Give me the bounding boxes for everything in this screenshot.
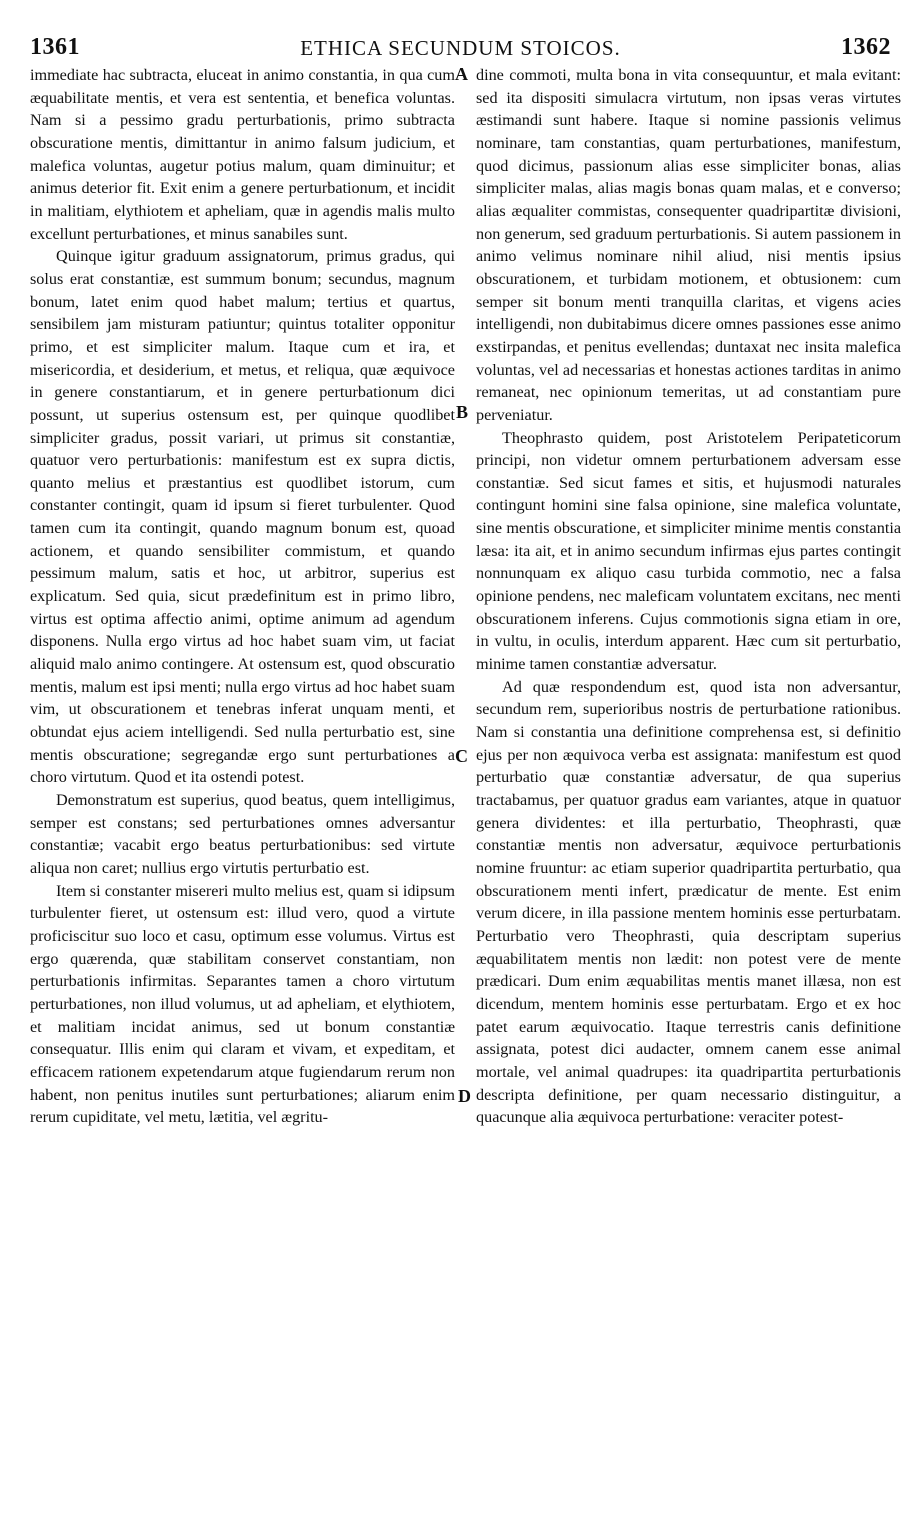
margin-marker-c: C [455, 746, 468, 766]
right-column [476, 64, 901, 1129]
paragraph: Theophrasto quidem, post Aristotelem Peripateticorum principi, non videtur omnem perturbationem adversam esse constantiæ. Sed sicut fames et sitis, et hujusmodi naturales contingunt homini sine falsa opinione, sine malefica voluntate, sine mentis obscuratione, et simpliciter minime mentis constantia læsa: ita ait, et in animo secundum infirmas ejus partes contingit nonnunquam ex aliquo casu turbida commotio, nec a falsa opinione pendens, nec maleficam voluntatem excitans, nec menti obscurationem inferens. Cujus commotionis signa etiam in ore, in vultu, in oculis, interdum apparent. Hæc cum sit perturbatio, minime tamen constantiæ adversatur. [476, 428, 901, 674]
paragraph: Demonstratum est superius, quod beatus, quem intelligimus, semper est constans; sed perturbationes omnes adversantur constantiæ; vacabit ergo beatus perturbationibus: sed virtute aliqua non caret; nullius ergo virtutis perturbatio est. [30, 791, 455, 877]
margin-marker-b: B [456, 402, 469, 422]
paragraph: Ad quæ respondendum est, quod ista non adversantur, secundum rem, superioribus nostris de perturbatione rationibus. Nam si constantia una definitione comprehensa est, si definitio ejus per non æquivoca verba est assignata: manifestum est quod perturbatio quæ constantiæ adversatur, de qua superius tractabamus, per quatuor gradus eam variantes, atque in quatuor genera dividentes: et illa perturbatio, Theophrasti, quæ constantiæ mentis non adversatur, æquivoce perturbationis nomine fruuntur: ac etiam superior quadripartita perturbatio, qua obscurationem menti infert, prædicatur de mente. Est enim verum dicere, in illa passione mentem hominis esse perturbatam. Perturbatio vero Theophrasti, quia descriptam superius æquabilitatem mentis non lædit: non potest vere de mente prædicari. Dum enim æquabilitas mentis manet illæsa, non est dicendum, mentem hominis esse perturbatam. Ergo et ex hoc patet earum æquivocatio. Itaque terrestris canis definitione assignata, potest dici audacter, omnem canem esse animal mortale, vel animal quadrupes: ita quadripartita perturbationis descripta definitione, per quam necessario distinguitur, a quacunque alia æquivoca perturbatione: veraciter potest- [476, 677, 901, 1127]
paragraph: Item si constanter misereri multo melius est, quam si idipsum turbulenter fieret, ut ostensum est: illud vero, quod a virtute proficiscitur suo loco et casu, optimum esse volumus. Virtus est ergo quærenda, quæ stabilitam conservet constantiam, non perturbationis infirmitas. Separantes tamen a choro virtutum perturbationes, non illud volumus, ut ad apheliam, et elythiotem, et malitiam incidat animus, sed ut bonum constantiæ consequatur. Illis enim qui claram et vivam, et expeditam, et efficacem rationem expetendarum atque fugiendarum rerum non habent, non penitus inutiles sunt perturbationes; aliarum enim rerum cupiditate, vel metu, lætitia, vel ægritu- [30, 881, 455, 1127]
running-title: ETHICA SECUNDUM STOICOS. [300, 36, 621, 60]
paragraph: Quinque igitur graduum assignatorum, primus gradus, qui solus erat constantiæ, est summum bonum; secundus, magnum bonum, latet enim quod habet malum; tertius et quartus, sensibilem jam misturam patiuntur; quintus totaliter opponitur primo, et est simpliciter malum. Itaque cum et ira, et misericordia, et desiderium, et metus, et reliqua, quæ æquivoce in genere constantiarum, et in genere perturbationum dici possunt, ut superius ostensum est, per quinque quodlibet simpliciter gradus, possit variari, ut primus sit constantiæ, quatuor vero perturbationis: manifestum est ex supra dictis, quanto melius et præstantius est quodlibet istorum, cum constanter contingit, quam id ipsum si fieret turbulenter. Quod tamen cum ita contingit, quando magnum bonum est, quoad actionem, et quando sensibiliter commistum, et quando pessimum malum, satis et hoc, ut arbitror, superius est explicatum. Sed quia, sicut prædefinitum est in primo libro, virtus est optima affectio animi, optime animum ad agendum disponens. Nulla ergo virtus ad hoc habet suam vim, ut faciat aliquid malo animo contingere. At ostensum est, quod obscuratio mentis, malum est ipsi menti; nulla ergo virtus ad hoc habet suam vim, ut obscurationem et tenebras inferat unquam menti, et obtundat ejus aciem intelligendi. Sed nulla perturbatio est, sine mentis obscuratione; segregandæ ergo sunt perturbationes a choro virtutum. Quod et ita ostendi potest. [30, 247, 456, 787]
paragraph: dine commoti, multa bona in vita consequuntur, et mala evitant: sed ita dispositi simulacra virtutum, non ipsas veras virtutes æstimandi sunt habere. Itaque si nomine passionis velimus nominare, tam constantias, quam perturbationes, manifestum, quod dicimus, passionum alias esse simpliciter bonas, alias simpliciter malas, alias magis bonas quam malas, et e converso; alias æqualiter commistas, consequenter quadripartitæ divisioni, non generum, sed graduum perturbationis. Si autem passionem in animo velimus nominare nihil aliud, nisi mentis ipsius obscurationem, et turbidam motionem, et obtusionem: cum semper sit bonum menti tranquilla claritas, et vigens acies intelligendi, non dubitabimus dicere omnes passiones esse animo exstirpandas, et penitus evellendas; duntaxat nec insita malefica voluntas, vel ad necessarias et honestas actiones tarditas in animo remaneat, nec opinionum temeritas, ut ad constantiam pure perveniatur. [476, 66, 901, 424]
paragraph: immediate hac subtracta, eluceat in animo constantia, in qua cum æquabilitate mentis, et vera est sententia, et benefica voluntas. Nam si a pessimo gradu perturbationis, primo subtracta obscuratione mentis, dimittantur in animo falsum judicium, et malefica voluntas, augetur potius malum, quam diminuitur; et animus deterior fit. Exit enim a genere perturbationum, et incidit in malitiam, elythiotem et apheliam, quæ in agendis malis multo excellunt perturbationes, et minus sanabiles sunt. [30, 66, 455, 243]
right-page-number: 1362 [841, 34, 891, 60]
margin-marker-a: A [455, 64, 468, 84]
left-column [30, 64, 455, 1129]
margin-marker-d: D [458, 1086, 471, 1106]
left-page-number: 1361 [30, 34, 80, 60]
running-header [30, 8, 891, 64]
